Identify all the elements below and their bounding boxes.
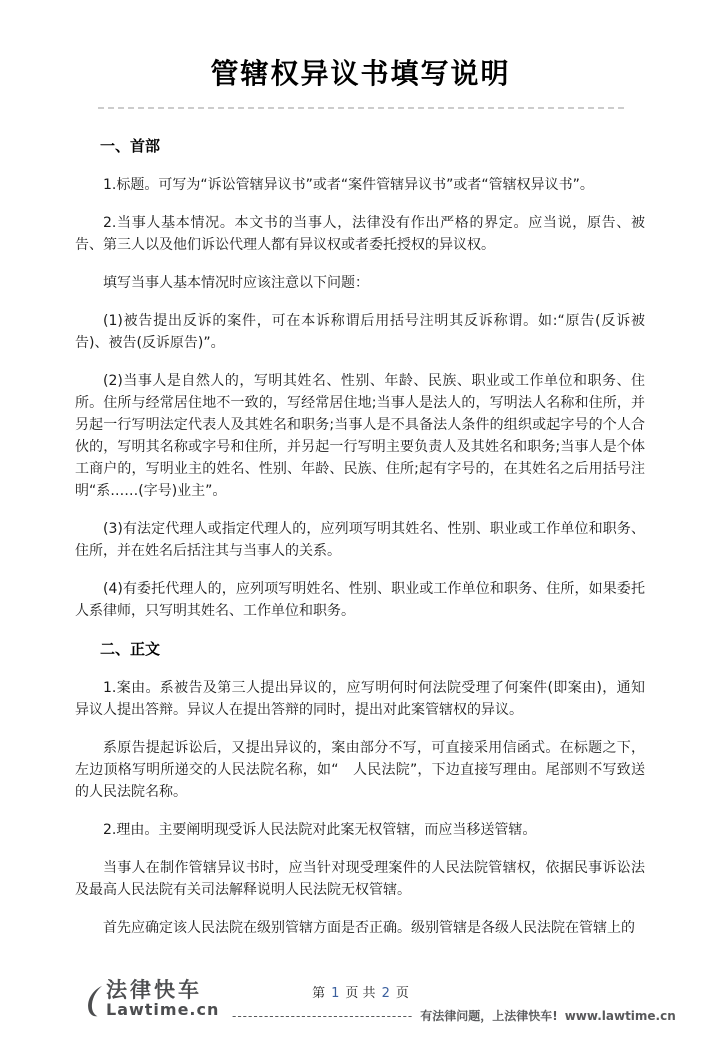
footer-url: www.lawtime.cn <box>564 1008 676 1023</box>
paragraph: 1.案由。系被告及第三人提出异议的，应写明何时何法院受理了何案件(即案由)，通知异议人提出答辩。异议人在提出答辩的同时，提出对此案管辖权的异议。 <box>75 680 645 718</box>
page-number <box>0 978 721 1002</box>
paragraph: 系原告提起诉讼后，又提出异议的，案由部分不写，可直接采用信函式。在标题之下，左边顶格写明所递交的人民法院名称，如“ 人民法院”，下边直接写理由。尾部则不写致送的人民法院名称。 <box>75 740 645 800</box>
logo-name-cn: 法律快车 <box>106 978 202 1002</box>
paragraph: 当事人在制作管辖异议书时，应当针对现受理案件的人民法院管辖权，依据民事诉讼法及最高人民法院有关司法解释说明人民法院无权管辖。 <box>75 860 645 898</box>
paragraph: (2)当事人是自然人的，写明其姓名、性别、年龄、民族、职业或工作单位和职务、住所。住所与经常居住地不一致的，写经常居住地;当事人是法人的，写明法人名称和住所，并另起一行写明法定代表人及其姓名和职务;当事人是不具备法人条件的组织或起字号的个人合伙的，写明其名称或字号和住所，并另起一行写明主要负责人及其姓名和职务;当事人是个体工商户的，写明业主的姓名、性别、年龄、民族、住所;起有字号的，在其姓名之后用括号注明“系……(字号)业主”。 <box>75 373 645 499</box>
footer-dashes: ---------------------------------- <box>232 1008 414 1023</box>
paragraph: (3)有法定代理人或指定代理人的，应列项写明其姓名、性别、职业或工作单位和职务、住所，并在姓名后括注其与当事人的关系。 <box>75 521 645 559</box>
paragraph: (1)被告提出反诉的案件，可在本诉称谓后用括号注明其反诉称谓。如:“原告(反诉被告)、被告(反诉原告)”。 <box>75 313 645 351</box>
paragraph: 1.标题。可写为“诉讼管辖异议书”或者“案件管辖异议书”或者“管辖权异议书”。 <box>103 177 594 193</box>
page-number-prefix: 第 <box>312 986 326 1001</box>
footer-tagline-row <box>232 1007 681 1024</box>
section-heading: 二、正文 <box>100 640 161 658</box>
document-body <box>75 135 645 939</box>
paragraph: 2.理由。主要阐明现受诉人民法院对此案无权管辖，而应当移送管辖。 <box>103 822 537 838</box>
total-page-number: 2 <box>381 986 390 1001</box>
paragraph: 填写当事人基本情况时应该注意以下问题： <box>103 275 369 291</box>
footer-slogan: 有法律问题，上法律快车! <box>420 1009 558 1023</box>
page-title: 管辖权异议书填写说明 <box>210 57 511 90</box>
paragraph: 首先应确定该人民法院在级别管辖方面是否正确。级别管辖是各级人民法院在管辖上的 <box>103 920 635 936</box>
page-number-mid: 页 共 <box>345 986 376 1001</box>
logo-name-en: Lawtime.cn <box>106 1000 220 1019</box>
section-heading: 一、首部 <box>100 137 161 155</box>
current-page-number: 1 <box>331 986 340 1001</box>
page-footer <box>0 978 721 1038</box>
paragraph: 2.当事人基本情况。本文书的当事人，法律没有作出严格的界定。应当说，原告、被告、第三人以及他们诉讼代理人都有异议权或者委托授权的异议权。 <box>75 215 645 253</box>
paragraph: (4)有委托代理人的，应列项写明姓名、性别、职业或工作单位和职务、住所，如果委托人系律师，只写明其姓名、工作单位和职务。 <box>75 581 645 619</box>
page-number-suffix: 页 <box>395 986 409 1001</box>
title-divider <box>98 107 624 109</box>
